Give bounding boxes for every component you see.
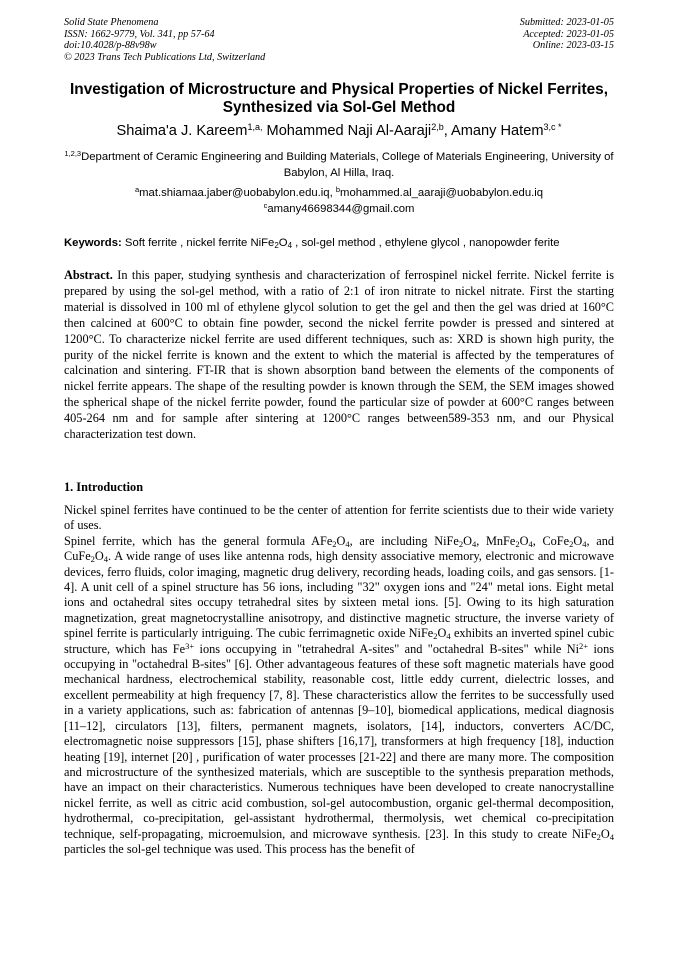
abstract-text: In this paper, studying synthesis and characterization of ferrospinel nickel ferrite. Nickel ferrite is prepared by using the sol-gel method, with a ratio of 2:1 of iron nitrate to nickel nitrate. First the starting material is dissolved in 100 ml of ethylene glycol solution to get the gel and then the gel was dried at 160°C then calcined at 600°C to obtain fine powder, second the nickel ferrite powder is pressed and sintered at 1200°C. To characterize nickel ferrite are used different techniques, such as: XRD is shown high purity, the purity of the nickel ferrite is known and the extent to which the material is affected by the temperatures of calcination and sintering. FT-IR that is shown absorption band between the elements of the components of nickel ferrite appears. The shape of the resulting powder is known through the SEM, the SEM images showed the spherical shape of the nickel ferrite powder, found the particular size of powder at 600°C ranges between 405-264 nm and for sample after sintering at 1200°C ranges between589-353 nm, and our Physical characterization test down. xyxy=(64,268,614,442)
subscript: 2 xyxy=(596,831,601,842)
accepted-date: Accepted: 2023-01-05 xyxy=(523,28,614,40)
text-run: O xyxy=(336,533,346,548)
text-run: O xyxy=(463,533,472,548)
text-run: . A wide range of uses like antenna rods, high density associative memory, electronic and microwave devices, ferro fluids, color imaging, magnetic drug delivery, recording heads, loading coils, and gas sensors. [1-4]. A unit cell of a spinel structure has 56 ions, including "32" oxygen ions and "24" metal ions. Eight metal ions and octahedral sites occupy tetrahedral sites by sixteen metal ions. [5]. Owing to its high saturation magnetization, great magnetocrystalline anisotropy, and distinctive magnetic structure, the inverse variety of spinel ferrite is particularly intriguing. The cubic ferrimagnetic oxide NiFe xyxy=(64,549,614,641)
author-list: Shaima'a J. Kareem$^{1,a,}$ Mohammed Naji Al-Aaraji$^{2,b}$, Amany Hatem$^{3,c *}$ xyxy=(116,122,562,139)
introduction-body xyxy=(64,503,614,857)
author-affiliation-mark: 2,b xyxy=(431,122,444,132)
keywords-text: , sol-gel method , ethylene glycol , nanopowder ferite xyxy=(292,237,560,249)
subscript: 2 xyxy=(515,538,520,549)
author-name: Amany Hatem xyxy=(451,123,544,139)
author-affiliation-mark: 3,c * xyxy=(543,122,562,132)
journal-name: Solid State Phenomena xyxy=(64,17,159,28)
journal-doi: doi:10.4028/p-88v98w xyxy=(64,40,157,52)
subscript: 4 xyxy=(609,831,614,842)
email-list: $^a$mat.shiamaa.jaber@uobabylon.edu.iq, $^b$mohammed.al_aaraji@uobabylon.edu.iq $^c$amany46698344@gmail.com xyxy=(134,185,544,215)
subscript: 4 xyxy=(446,631,451,642)
text-run: ions occupying in "octahedral B-sites" [6]. Other advantageous features of these soft magnetic materials have good mechanical hardness, electrochemical stability, reasonable cost, little eddy current, dielectric losses, and excellent permeability at high frequency [7, 8]. These characteristics allow the ferrites to be successfully used in a variety applications, such as: fabrication of antennas [9–10], biomedical applications, medical diagnosis [11–12], circulators [13], filters, permanent magnets, isolators, [14], inductors, converters AC/DC, electromagnetic noise suppressors [15], phase shifters [16,17], transformers at high frequency [18], induction heating [19], internet [20] , purification of water processes [21-22] and there are many more. The composition and microstructure of the synthesized materials, which are susceptible to the synthesis preparation methods, have an impact on their characteristics. Numerous techniques have been developed to create nanocrystalline nickel ferrite, as well as citric acid combustion, sol-gel autocombustion, organic gel-thermal decomposition, hydrothermal, co-precipitation, gel-assistant hydrothermal, thermolysis, wet chemical co-precipitation technique, self-propagating, microemulsion, and microwave synthesis. [23]. In this study to create NiFe xyxy=(64,641,615,841)
subscript: 4 xyxy=(582,538,587,549)
text-run: O xyxy=(600,826,610,841)
subscript: 4 xyxy=(528,538,533,549)
text-run: , are including NiFe xyxy=(349,533,459,548)
paper-title: Investigation of Microstructure and Physical Properties of Nickel Ferrites, Synthesized via Sol-Gel Method xyxy=(70,81,608,116)
email-mark: b xyxy=(335,185,341,194)
keywords xyxy=(64,236,624,251)
subscript: 4 xyxy=(287,241,293,250)
journal-copyright: © 2023 Trans Tech Publications Ltd, Switzerland xyxy=(64,51,266,63)
affiliation-mark: 1,2,3 xyxy=(64,149,82,158)
superscript: 2+ xyxy=(579,640,589,651)
subscript: 2 xyxy=(569,538,574,549)
subscript: 2 xyxy=(458,538,464,549)
keywords-label: Keywords: xyxy=(64,237,122,249)
section-heading-introduction: 1. Introduction xyxy=(64,480,144,494)
text-run: , and CuFe xyxy=(64,533,614,564)
text-run: O xyxy=(519,533,529,548)
text-run: ions occupying in "tetrahedral A-sites" and "octahedral B-sites" while Ni xyxy=(194,641,580,656)
text-run: O xyxy=(437,626,447,641)
subscript: 2 xyxy=(274,241,279,250)
text-run: particles the sol-gel technique was used. This process has the benefit of xyxy=(64,841,415,856)
text-run: exhibits an inverted spinel cubic structure, which has Fe xyxy=(64,626,614,656)
text-run: , MnFe xyxy=(476,533,516,548)
email-address[interactable]: mohammed.al_aaraji@uobabylon.edu.iq xyxy=(340,187,544,199)
superscript: 3+ xyxy=(185,640,195,651)
subscript: 2 xyxy=(90,554,95,565)
text-run: Spinel ferrite, which has the general formula AFe xyxy=(64,533,333,548)
keywords-text: O xyxy=(278,237,288,249)
email-address[interactable]: amany46698344@gmail.com xyxy=(267,202,415,215)
author-name: Mohammed Naji Al-Aaraji xyxy=(266,123,432,139)
text-run: O xyxy=(573,533,583,548)
journal-issn: ISSN: 1662-9779, Vol. 341, pp 57-64 xyxy=(64,28,215,40)
journal-header-left xyxy=(64,17,265,63)
paragraph xyxy=(64,534,614,858)
email-address[interactable]: mat.shiamaa.jaber@uobabylon.edu.iq xyxy=(139,187,330,199)
paragraph: Nickel spinel ferrites have continued to be the center of attention for ferrite scientists due to their wide variety of uses. xyxy=(64,503,614,533)
author-affiliation-mark: 1,a, xyxy=(247,122,263,132)
abstract-label: Abstract. xyxy=(64,268,113,282)
email-mark: a xyxy=(134,185,140,194)
affiliation-text: Department of Ceramic Engineering and Building Materials, College of Materials Engineering, University of Babylon, Al Hilla, Iraq. xyxy=(81,151,614,179)
subscript: 4 xyxy=(103,554,109,565)
subscript: 2 xyxy=(332,538,337,549)
subscript: 4 xyxy=(471,538,477,549)
text-run: , CoFe xyxy=(532,533,570,548)
text-run: O xyxy=(94,549,104,564)
author-name: Shaima'a J. Kareem xyxy=(116,123,248,139)
journal-header-right xyxy=(520,17,614,52)
subscript: 4 xyxy=(345,538,350,549)
email-mark: c xyxy=(263,200,268,210)
abstract xyxy=(64,268,614,443)
online-date: Online: 2023-03-15 xyxy=(532,40,614,52)
submitted-date: Submitted: 2023-01-05 xyxy=(519,17,614,28)
subscript: 2 xyxy=(433,631,438,642)
keywords-text: Soft ferrite , nickel ferrite NiFe xyxy=(121,237,275,249)
affiliation xyxy=(64,150,614,181)
